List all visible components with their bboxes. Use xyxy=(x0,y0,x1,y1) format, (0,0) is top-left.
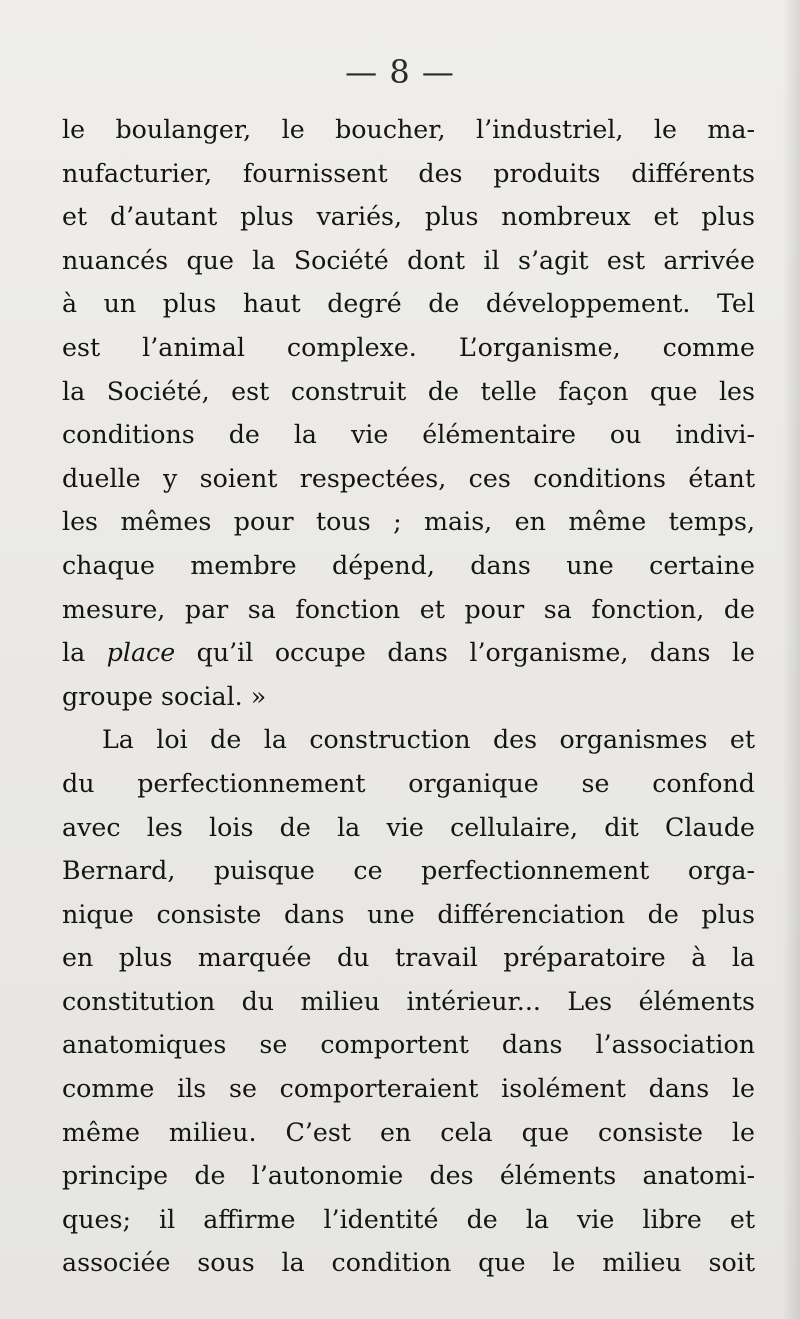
paragraph-first-line: La loi de la construction des organismes et xyxy=(102,725,755,755)
text-line: avec les lois de la vie cellulaire, dit Claude xyxy=(62,812,755,842)
text-line: comme ils se comporteraient isolément dans le xyxy=(62,1074,755,1104)
text-fragment: qu’il occupe dans l’organisme, dans le xyxy=(175,638,756,668)
text-line: duelle y soient respectées, ces conditions étant xyxy=(62,463,755,493)
text-line: et d’autant plus variés, plus nombreux et plus xyxy=(62,202,755,232)
text-line-with-italic xyxy=(62,631,755,675)
text-line: même milieu. C’est en cela que consiste le xyxy=(62,1117,755,1147)
text-line: la Société, est construit de telle façon que les xyxy=(62,376,755,406)
text-line: nufacturier, fournissent des produits différents xyxy=(62,158,755,188)
text-line: Bernard, puisque ce perfectionnement orga- xyxy=(62,856,755,886)
text-line: en plus marquée du travail préparatoire à la xyxy=(62,943,755,973)
text-line: associée sous la condition que le milieu soit xyxy=(62,1248,755,1278)
text-fragment: la xyxy=(62,638,107,668)
text-line: nuancés que la Société dont il s’agit est arrivée xyxy=(62,245,755,275)
body-text xyxy=(62,108,755,1285)
text-line: chaque membre dépend, dans une certaine xyxy=(62,550,755,580)
text-line: le boulanger, le boucher, l’industriel, le ma- xyxy=(62,115,755,144)
text-line: principe de l’autonomie des éléments anatomi- xyxy=(62,1161,755,1191)
text-line: mesure, par sa fonction et pour sa fonction, de xyxy=(62,594,755,624)
paragraph-last-line: groupe social. » xyxy=(62,681,267,711)
text-line: anatomiques se comportent dans l’association xyxy=(62,1030,755,1060)
text-line: nique consiste dans une différenciation de plus xyxy=(62,899,755,929)
text-line: à un plus haut degré de développement. Tel xyxy=(62,289,755,319)
text-line: constitution du milieu intérieur... Les éléments xyxy=(62,986,755,1016)
text-line: est l’animal complexe. L’organisme, comme xyxy=(62,332,755,362)
text-line: conditions de la vie élémentaire ou indivi- xyxy=(62,420,755,450)
text-line: ques; il affirme l’identité de la vie libre et xyxy=(62,1204,755,1234)
italic-word: place xyxy=(106,638,176,668)
text-line: les mêmes pour tous ; mais, en même temps, xyxy=(62,507,755,537)
page-number: — 8 — xyxy=(345,53,455,91)
text-line: du perfectionnement organique se confond xyxy=(62,768,755,798)
